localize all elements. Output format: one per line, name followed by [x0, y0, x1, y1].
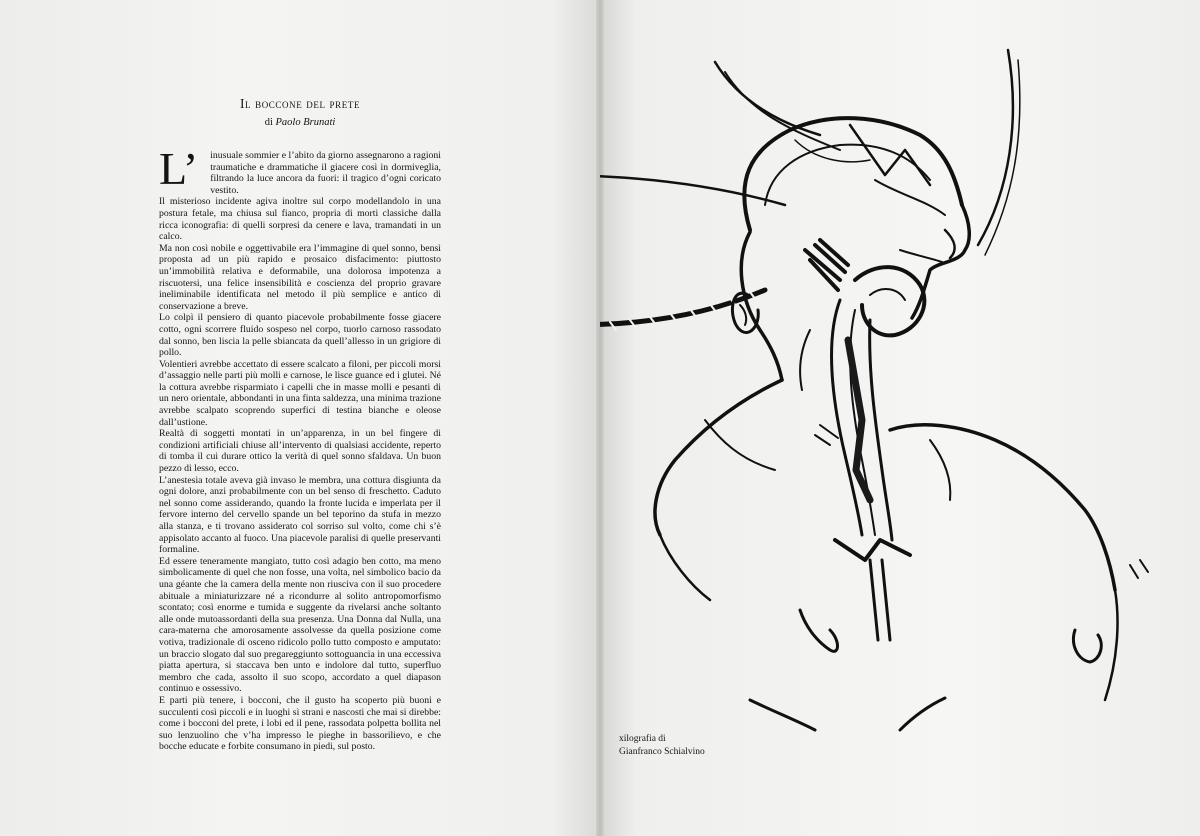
byline-prefix: di — [264, 117, 273, 128]
drop-cap: L’ — [159, 143, 199, 194]
illustration-caption — [619, 733, 779, 758]
article-title: Il boccone del prete — [239, 96, 361, 111]
paragraph-7: L’anestesia totale aveva già invaso le membra, una cottura disgiunta da ogni dolore, anzi probabilmente con un bel senso di freschetto. Caduto nel sonno come assiderando, quando la fronte lucida e imperlata per il fervore interno del cervello spande un bel teporino da stufa in mezzo alla stanza, e ti trovano assiderato col sorriso sul volto, come chi s’è appisolato accanto al fuoco. Una piacevole paralisi di quelle preservanti formaline. — [159, 474, 441, 556]
caption-line-2: Gianfranco Schialvino — [619, 746, 705, 757]
author-name: Paolo Brunati — [275, 117, 336, 128]
article-byline — [150, 117, 450, 128]
paragraph-5: Volentieri avrebbe accettato di essere scalcato a filoni, per piccoli morsi d’assaggio nelle parti più molli e carnose, le lisce guance ed i glutei. Né la cottura avrebbe risparmiato i capelli che in masse molli e pesanti di un nero orientale, abbondanti in una finta saldezza, una minima trazione avrebbe scalpato scoprendo superfici di testina bianche e oleose dall’ustione. — [159, 358, 441, 428]
paragraph-4: Lo colpì il pensiero di quanto piacevole probabilmente fosse giacere cotto, ogni scorrere fluido sospeso nel corpo, tuorlo carnoso rassodato dal sonno, ben liscia la pelle sbiancata da quell’allesso in un grigiore di pollo. — [159, 312, 441, 359]
paragraph-1-text: inusuale sommier e l’abito da giorno assegnarono a ragioni traumatiche e drammatiche il giacere così in dormiveglia, filtrando la luce ancora da fuori: il tragico d’ogni coricato vestito. — [210, 150, 441, 196]
article-body — [159, 143, 441, 753]
paragraph-9: E parti più tenere, i bocconi, che il gusto ha scoperto più buoni e succulenti così piccoli e in luoghi sì strani e nascosti che mai si direbbe: come i bocconi del prete, i lobi ed il pene, rassodata polpetta bollita nel suo lenzuolino che v’ha impresso le pieghe in bassorilievo, e che bocche educate e forbite consumano in piedi, sul posto. — [159, 694, 441, 753]
paragraph-6: Realtà di soggetti montati in un’apparenza, in un bel fingere di condizioni artificiali chiuse all’intervento di qualsiasi accidente, reperto di tomba il cui durare ottico la verità di quel sonno sfaldava. Un buon pezzo di lesso, ecco. — [159, 428, 441, 475]
paragraph-2: Il misterioso incidente agiva inoltre sul corpo modellandolo in una postura fetale, ma chiusa sul fianco, propria di morti classiche dalla ricca iconografia: di quelli sorpresi da cenere e lava, tramandati in un calco. — [159, 196, 441, 243]
paragraph-8: Ed essere teneramente mangiato, tutto così adagio ben cotto, ma meno simbolicamente di quel che non fosse, una volta, nel simbolico bacio da una géante che la camera della mente non riusciva con il suo procedere abituale a miniaturizzare né a ricondurre al solito antropomorfismo scontato; così enorme e tumida e suggente da rivelarsi anche soltanto alle onde mutoassordanti della sua presenza. Una Donna dal Nulla, una cara-materna che amorosamente assolvesse da quella posizione come votiva, tradizionale di osceno ridicolo pollo tutto composto e amputato: un braccio slogato dal suo pregareggiunto sottoguancia in una eccessiva piatta apertura, si staccava ben unto e indolore dal tutto, superfluo membro che cada, assolto il suo scopo, accordato a quel diapason continuo e ossessivo. — [159, 555, 441, 695]
caption-line-1: xilografia di — [619, 734, 666, 744]
paragraph-1 — [159, 143, 441, 196]
paragraph-3: Ma non così nobile e oggettivabile era l’immagine di quel sonno, bensì proposta ad un più rapido e prosaico disfacimento: piuttosto un’immobilità relativa e deformabile, una dolorosa impotenza a riscuotersi, una felice insensibilità e coscienza del proprio gravare ineliminabile identificata nel metodo il più semplice e antico di conservazione a breve. — [159, 242, 441, 312]
woodcut-illustration — [600, 0, 1200, 836]
